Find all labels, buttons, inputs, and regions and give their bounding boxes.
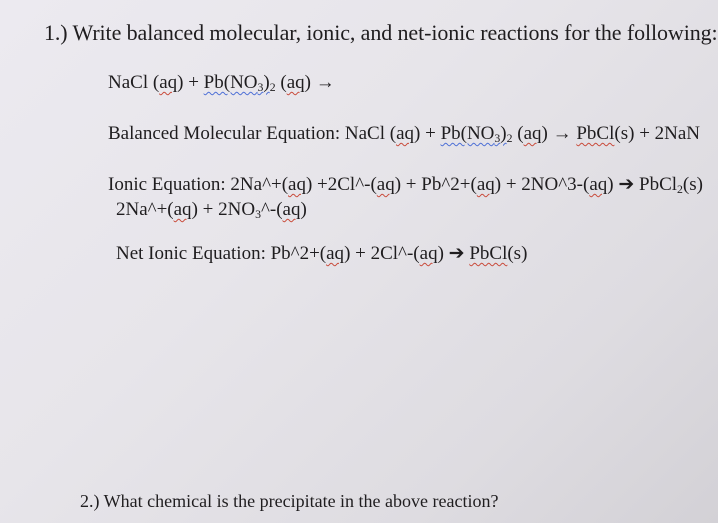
equation-text: (s): [682, 174, 703, 195]
subscript: 2: [677, 182, 683, 196]
question-1-text: 1.) Write balanced molecular, ionic, and net-ionic reactions for the following:: [44, 20, 718, 45]
spellcheck-word: aq: [173, 199, 192, 220]
grammar-flagged-text: [441, 123, 507, 144]
spellcheck-word: aq: [523, 123, 542, 144]
formula-text: ): [263, 72, 270, 93]
reaction-text: NaCl (: [108, 72, 160, 93]
equation-text: ) + Pb^2+(: [394, 174, 477, 195]
equation-text: ) →: [541, 123, 577, 144]
subscript: 3: [257, 80, 264, 94]
question-2-prompt: [80, 492, 498, 510]
subscript: 3: [255, 207, 261, 221]
equation-text: (s) + 2NaN: [614, 123, 701, 144]
formula-text: Pb(NO: [203, 72, 258, 93]
spellcheck-word: PbCl: [576, 123, 615, 144]
equation-text: ): [300, 199, 307, 220]
spellcheck-word: aq: [589, 174, 608, 195]
question-2-text: 2.) What chemical is the precipitate in the above reaction?: [80, 491, 499, 511]
subscript: 3: [494, 131, 501, 145]
question-1-prompt: [44, 22, 718, 44]
equation-text: ) ➔: [437, 243, 470, 264]
equation-text: (: [512, 123, 524, 144]
equation-text: ) + 2Cl^-(: [344, 243, 420, 264]
ionic-equation-line-1: [108, 175, 703, 194]
ionic-equation-line-2: [116, 200, 307, 219]
equation-text: ) +2Cl^-(: [305, 174, 377, 195]
spellcheck-word: aq: [419, 243, 438, 264]
subscript: 2: [269, 80, 276, 94]
equation-text: Balanced Molecular Equation: NaCl (: [108, 123, 397, 144]
balanced-molecular-equation: [108, 124, 700, 143]
equation-text: ) +: [414, 123, 441, 144]
reaction-text: (: [275, 72, 287, 93]
formula-text: ): [500, 123, 507, 144]
equation-text: 2Na^+(: [116, 199, 174, 220]
equation-text: (s): [507, 243, 528, 264]
equation-text: Net Ionic Equation: Pb^2+(: [116, 243, 327, 264]
subscript: 2: [506, 131, 513, 145]
equation-text: ) ➔ PbCl: [607, 174, 678, 195]
spellcheck-word: aq: [288, 174, 306, 195]
spellcheck-word: aq: [159, 72, 178, 93]
spellcheck-word: aq: [282, 199, 301, 220]
net-ionic-equation: [116, 244, 527, 263]
reaction-line: [108, 73, 335, 92]
equation-text: ) + 2NO: [191, 199, 256, 220]
equation-text: Ionic Equation: 2Na^+(: [108, 174, 289, 195]
formula-text: Pb(NO: [440, 123, 495, 144]
spellcheck-word: aq: [396, 123, 415, 144]
equation-text: ^-(: [260, 199, 283, 220]
spellcheck-word: aq: [286, 72, 305, 93]
equation-text: ) + 2NO^3-(: [494, 174, 590, 195]
spellcheck-word: aq: [476, 174, 495, 195]
reaction-text: ) +: [177, 72, 204, 93]
spellcheck-word: aq: [326, 243, 345, 264]
grammar-flagged-text: [204, 72, 270, 93]
reaction-text: ) →: [304, 72, 335, 93]
spellcheck-word: PbCl: [469, 243, 508, 264]
spellcheck-word: aq: [376, 174, 395, 195]
